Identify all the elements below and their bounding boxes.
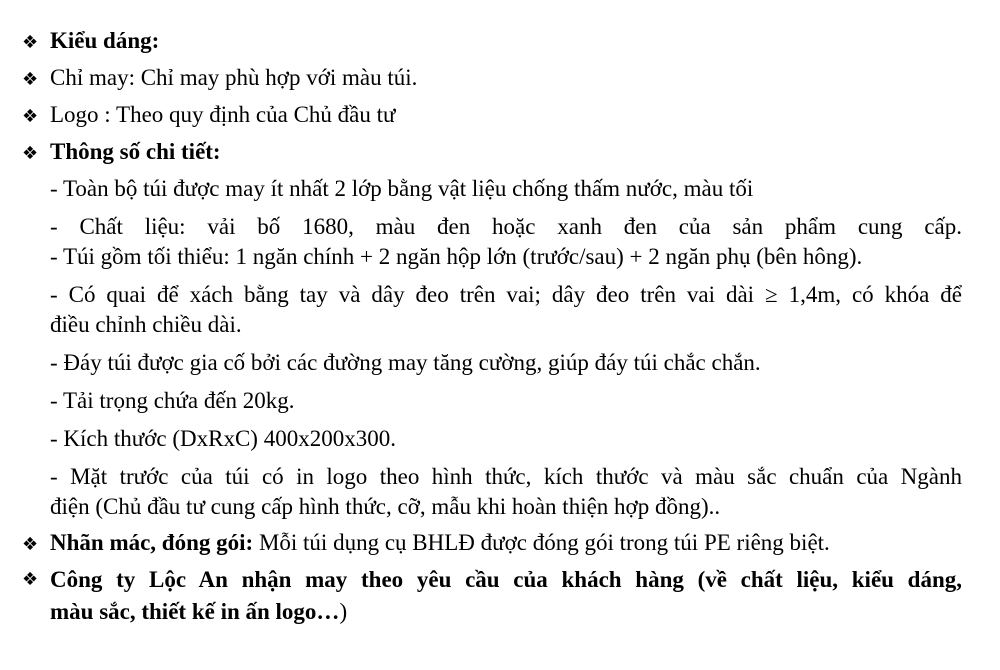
text-nhan-mac bbox=[50, 528, 830, 558]
text-logo: Logo : Theo quy định của Chủ đầu tư bbox=[50, 102, 396, 127]
detail-material-text: - Chất liệu: vải bố 1680, màu đen hoặc xanh đen của sản phẩm cung cấp. bbox=[50, 214, 962, 239]
detail-load: - Tải trọng chứa đến 20kg. bbox=[50, 388, 295, 413]
detail-straps-line1: - Có quai để xách bằng tay và dây đeo trên vai; dây đeo trên vai dài ≥ 1,4m, có khóa để bbox=[50, 282, 962, 307]
diamond-bullet-icon: ❖ bbox=[22, 106, 39, 127]
detail-size: - Kích thước (DxRxC) 400x200x300. bbox=[50, 426, 396, 451]
bullet-logo bbox=[22, 100, 962, 137]
cong-ty-line2-bold: màu sắc, thiết kế in ấn logo… bbox=[50, 599, 340, 624]
detail-bottom: - Đáy túi được gia cố bởi các đường may tăng cường, giúp đáy túi chắc chắn. bbox=[50, 350, 761, 375]
detail-straps bbox=[22, 280, 962, 340]
bullet-chi-may bbox=[22, 63, 962, 100]
heading-kieu-dang: Kiểu dáng: bbox=[50, 28, 160, 53]
detail-front-logo bbox=[22, 462, 962, 522]
heading-thong-so: Thông số chi tiết: bbox=[50, 139, 221, 164]
detail-layers: - Toàn bộ túi được may ít nhất 2 lớp bằng vật liệu chống thấm nước, màu tối bbox=[50, 176, 754, 201]
text-chi-may: Chỉ may: Chỉ may phù hợp với màu túi. bbox=[50, 65, 418, 90]
cong-ty-line2 bbox=[50, 596, 962, 628]
label-nhan-mac: Nhãn mác, đóng gói: bbox=[50, 530, 254, 555]
bullet-cong-ty bbox=[22, 564, 962, 628]
text-cong-ty bbox=[50, 564, 962, 628]
detail-front-logo-line1: - Mặt trước của túi có in logo theo hình thức, kích thước và màu sắc chuẩn của Ngành bbox=[50, 464, 962, 489]
detail-material bbox=[22, 212, 962, 242]
value-nhan-mac: Mỗi túi dụng cụ BHLĐ được đóng gói trong túi PE riêng biệt. bbox=[253, 530, 830, 555]
diamond-bullet-icon: ❖ bbox=[22, 569, 39, 590]
detail-front-logo-line2: điện (Chủ đầu tư cung cấp hình thức, cỡ, mẫu khi hoàn thiện hợp đồng).. bbox=[50, 494, 721, 519]
detail-compartments: - Túi gồm tối thiểu: 1 ngăn chính + 2 ngăn hộp lớn (trước/sau) + 2 ngăn phụ (bên hông). bbox=[50, 244, 863, 269]
bullet-nhan-mac bbox=[22, 528, 962, 564]
bullet-kieu-dang bbox=[22, 26, 962, 63]
cong-ty-line2-tail: ) bbox=[339, 599, 348, 624]
diamond-bullet-icon: ❖ bbox=[22, 32, 39, 53]
bullet-thong-so bbox=[22, 137, 962, 174]
diamond-bullet-icon: ❖ bbox=[22, 143, 39, 164]
detail-straps-line2: điều chỉnh chiều dài. bbox=[50, 312, 242, 337]
diamond-bullet-icon: ❖ bbox=[22, 534, 39, 555]
cong-ty-line1: Công ty Lộc An nhận may theo yêu cầu của khách hàng (về chất liệu, kiểu dáng, bbox=[50, 567, 962, 592]
diamond-bullet-icon: ❖ bbox=[22, 69, 39, 90]
